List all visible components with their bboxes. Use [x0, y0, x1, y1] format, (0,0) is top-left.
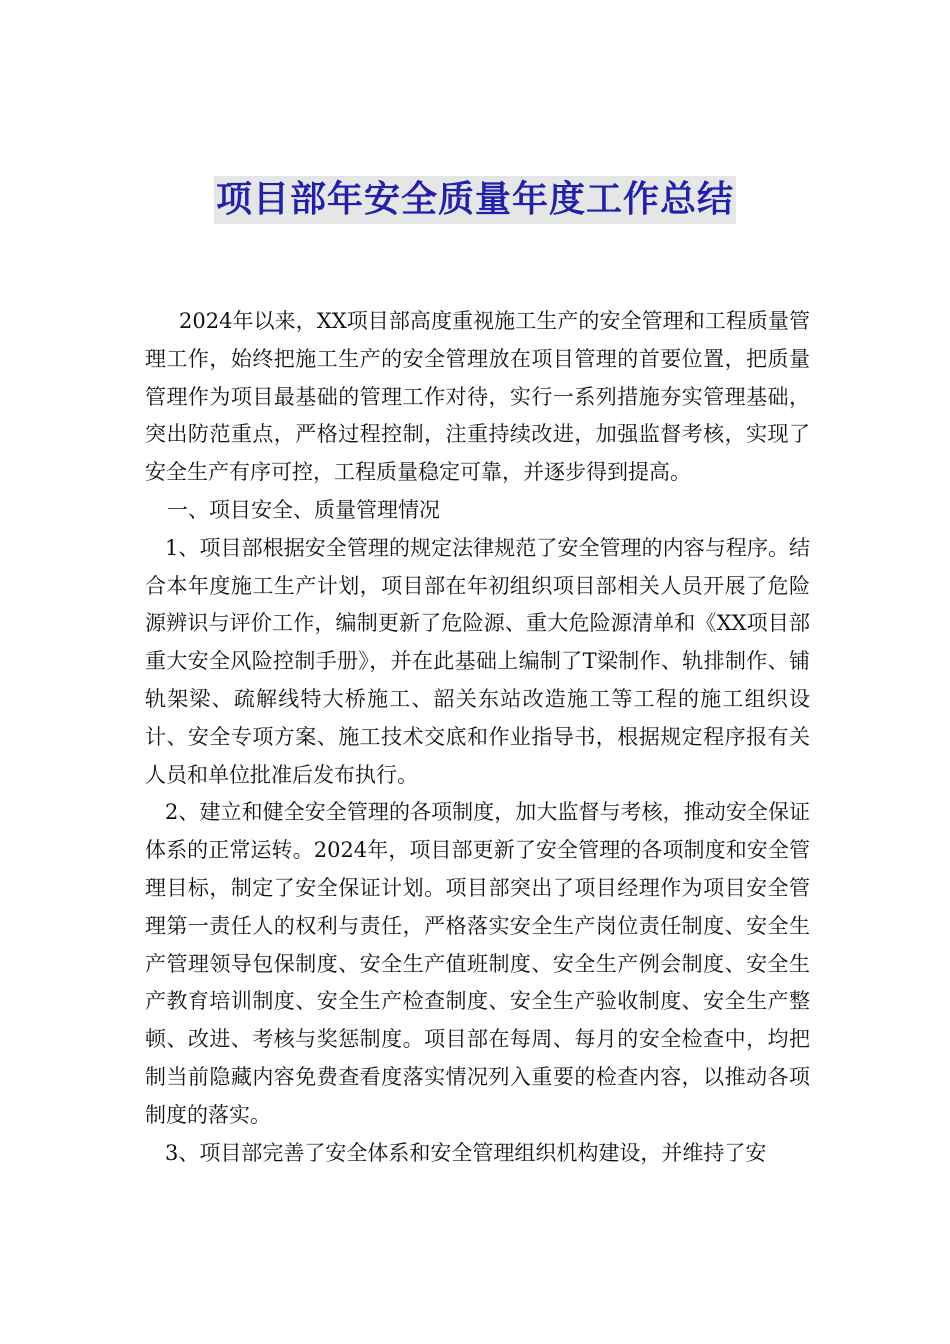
paragraph-item-2: 2、建立和健全安全管理的各项制度，加大监督与考核，推动安全保证体系的正常运转。2024年，项目部更新了安全管理的各项制度和安全管理目标，制定了安全保证计划。项目部突出了项目经理作为项目安全管理第一责任人的权利与责任，严格落实安全生产岗位责任制度、安全生产管理领导包保制度、安全生产值班制度、安全生产例会制度、安全生产教育培训制度、安全生产检查制度、安全生产验收制度、安全生产整顿、改进、考核与奖惩制度。项目部在每周、每月的安全检查中，均把制当前隐藏内容免费查看度落实情况列入重要的检查内容，以推动各项制度的落实。 [145, 800, 810, 1127]
document-title: 项目部年安全质量年度工作总结 [214, 176, 736, 224]
section-heading: 一、项目安全、质量管理情况 [167, 497, 440, 522]
paragraph-item-1: 1、项目部根据安全管理的规定法律规范了安全管理的内容与程序。结合本年度施工生产计划，项目部在年初组织项目部相关人员开展了危险源辨识与评价工作，编制更新了危险源、重大危险源清单和《XX项目部重大安全风险控制手册》，并在此基础上编制了T梁制作、轨排制作、铺轨架梁、疏解线特大桥施工、韶关东站改造施工等工程的施工组织设计、安全专项方案、施工技术交底和作业指导书，根据规定程序报有关人员和单位批准后发布执行。 [145, 535, 810, 787]
paragraph-intro: 2024年以来，XX项目部高度重视施工生产的安全管理和工程质量管理工作，始终把施工生产的安全管理放在项目管理的首要位置，把质量管理作为项目最基础的管理工作对待，实行一系列措施夯实管理基础，突出防范重点，严格过程控制，注重持续改进，加强监督考核，实现了安全生产有序可控，工程质量稳定可靠，并逐步得到提高。 [145, 309, 810, 485]
paragraph-item-3: 3、项目部完善了安全体系和安全管理组织机构建设，并维持了安 [165, 1140, 767, 1165]
title-container [0, 176, 950, 224]
document-body [145, 303, 810, 1172]
